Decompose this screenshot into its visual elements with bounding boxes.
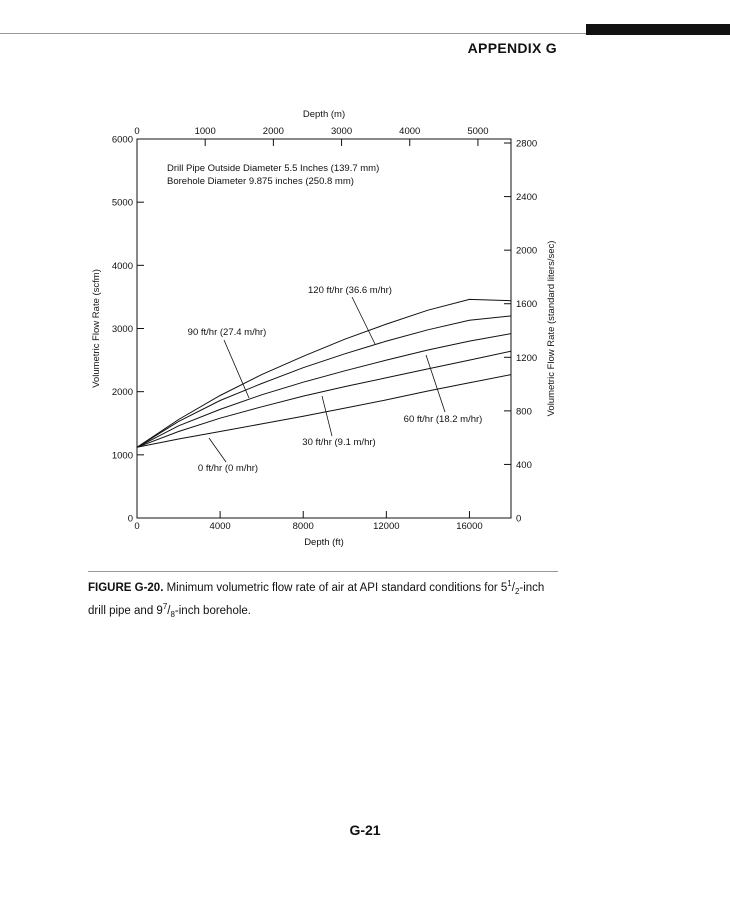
y2-tick-label: 800	[516, 406, 532, 418]
y-tick-label: 1000	[111, 450, 133, 462]
y2-tick-label: 1200	[516, 352, 538, 364]
appendix-title: APPENDIX G	[467, 40, 557, 56]
series-leader-line	[209, 438, 226, 462]
y2-axis-label: Volumetric Flow Rate (standard liters/sec)	[546, 240, 557, 417]
x2-tick-label: 1000	[194, 126, 216, 137]
caption-frac-2-slash: /	[167, 604, 171, 617]
figure-caption	[88, 576, 560, 622]
series-line	[137, 299, 511, 447]
x2-tick-label: 2000	[262, 126, 284, 137]
y2-tick-label: 1600	[516, 299, 538, 311]
series-label: 0 ft/hr (0 m/hr)	[197, 463, 259, 474]
x2-tick-label: 0	[134, 126, 140, 137]
y2-tick-label: 0	[516, 513, 522, 525]
y-tick-label: 2000	[111, 387, 133, 399]
page-number: G-21	[349, 822, 381, 838]
series-label: 90 ft/hr (27.4 m/hr)	[187, 327, 267, 338]
series-leader-line	[352, 297, 375, 344]
y-tick-label: 4000	[111, 260, 133, 272]
caption-frac-1-slash: /	[511, 581, 515, 594]
caption-label: FIGURE G-20.	[88, 581, 164, 594]
series-label: 120 ft/hr (36.6 m/hr)	[308, 285, 392, 296]
caption-frac-1-num: 1	[507, 579, 512, 588]
caption-frac-2-num: 7	[162, 602, 168, 612]
series-label: 60 ft/hr (18.2 m/hr)	[403, 414, 483, 425]
caption-frac-1-den: 2	[514, 587, 520, 597]
chart-annotation: Drill Pipe Outside Diameter 5.5 Inches (139.7 mm)	[167, 163, 380, 174]
y-axis-label: Volumetric Flow Rate (scfm)	[91, 269, 102, 388]
x-tick-label: 16000	[456, 521, 483, 532]
y-tick-label: 3000	[111, 324, 133, 335]
x-tick-label: 0	[134, 521, 140, 532]
y2-tick-label: 2000	[516, 245, 538, 257]
x2-tick-label: 4000	[399, 126, 421, 137]
x2-axis-label: Depth (m)	[302, 109, 346, 120]
series-leader-line	[322, 396, 332, 436]
x2-tick-label: 5000	[467, 126, 489, 137]
series-line	[137, 334, 511, 448]
caption-rule	[88, 571, 558, 572]
caption-text-3: -inch borehole.	[174, 604, 251, 617]
series-line	[137, 351, 511, 447]
y2-tick-label: 400	[516, 459, 532, 471]
y-tick-label: 5000	[111, 197, 133, 209]
series-label: 30 ft/hr (9.1 m/hr)	[302, 437, 376, 448]
caption-frac-2-den: 8	[170, 610, 175, 620]
series-leader-line	[224, 340, 249, 398]
chart-annotation: Borehole Diameter 9.875 inches (250.8 mm)	[167, 176, 354, 187]
y2-tick-label: 2800	[516, 138, 538, 150]
x-tick-label: 8000	[292, 521, 314, 532]
x2-tick-label: 3000	[330, 126, 353, 137]
x-tick-label: 12000	[373, 521, 400, 532]
series-leader-line	[426, 355, 445, 412]
y2-tick-label: 2400	[516, 192, 538, 204]
y-tick-label: 0	[127, 513, 133, 525]
y-tick-label: 6000	[111, 134, 133, 146]
caption-text-2: -inch drill pipe and 9	[88, 581, 545, 617]
x-axis-label: Depth (ft)	[304, 537, 344, 548]
caption-text-1: Minimum volumetric flow rate of air at API standard conditions for 5	[163, 581, 508, 594]
x-tick-label: 4000	[209, 521, 231, 532]
